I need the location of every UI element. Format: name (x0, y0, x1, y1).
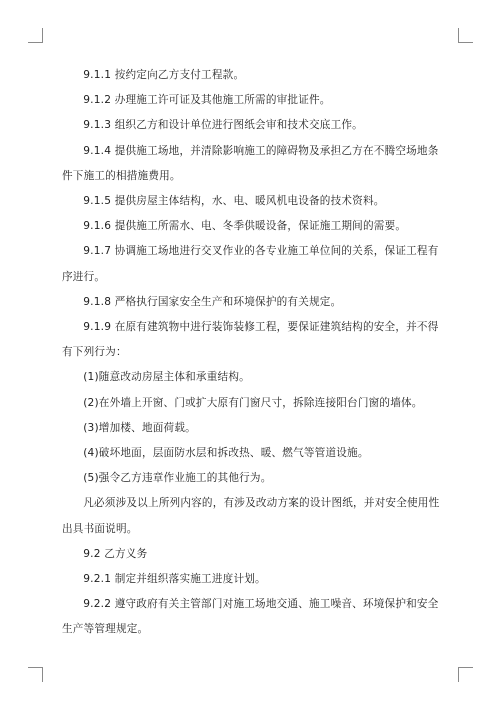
document-body (62, 63, 442, 643)
clause-9-1-8: 9.1.8 严格执行国家安全生产和环境保护的有关规定。 (83, 295, 342, 308)
clause-9-2-2: 9.2.2 遵守政府有关主管部门对施工场地交通、施工噪音、环境保护和安全生产等管理规定。 (62, 598, 439, 636)
clause-9-1-7: 9.1.7 协调施工场地进行交叉作业的各专业施工单位间的关系，保证工程有序进行。 (62, 245, 439, 283)
section-9-2-heading: 9.2 乙方义务 (83, 547, 148, 560)
prohibited-item-3: (3)增加楼、地面荷载。 (83, 421, 196, 434)
clause-9-1-3: 9.1.3 组织乙方和设计单位进行图纸会审和技术交底工作。 (83, 119, 363, 132)
crop-mark-top-left (28, 28, 43, 43)
prohibited-item-2: (2)在外墙上开窗、门或扩大原有门窗尺寸，拆除连接阳台门窗的墙体。 (83, 396, 423, 409)
clause-9-1-9: 9.1.9 在原有建筑物中进行装饰装修工程，要保证建筑结构的安全，并不得有下列行为： (62, 321, 439, 359)
design-drawing-note: 凡必须涉及以上所列内容的，有涉及改动方案的设计图纸，并对安全使用性出具书面说明。 (62, 497, 440, 535)
clause-9-2-1: 9.2.1 制定并组织落实施工进度计划。 (83, 573, 266, 586)
clause-9-1-2: 9.1.2 办理施工许可证及其他施工所需的审批证件。 (83, 94, 331, 107)
prohibited-item-1: (1)随意改动房屋主体和承重结构。 (83, 371, 250, 384)
crop-mark-top-right (458, 28, 473, 43)
clause-9-1-1: 9.1.1 按约定向乙方支付工程款。 (83, 69, 245, 81)
prohibited-item-4: (4)破坏地面，层面防水层和拆改热、暖、燃气等管道设施。 (83, 447, 369, 460)
clause-9-1-4: 9.1.4 提供施工场地，并清除影响施工的障碍物及承担乙方在不腾空场地条件下施工的相措施费用。 (62, 144, 439, 182)
clause-9-1-6: 9.1.6 提供施工所需水、电、冬季供暖设备，保证施工期间的需要。 (83, 220, 407, 233)
clause-9-1-5: 9.1.5 提供房屋主体结构，水、电、暖风机电设备的技术资料。 (83, 195, 385, 208)
prohibited-item-5: (5)强令乙方违章作业施工的其他行为。 (83, 472, 272, 485)
crop-mark-bottom-right (458, 667, 473, 682)
crop-mark-bottom-left (28, 667, 43, 682)
